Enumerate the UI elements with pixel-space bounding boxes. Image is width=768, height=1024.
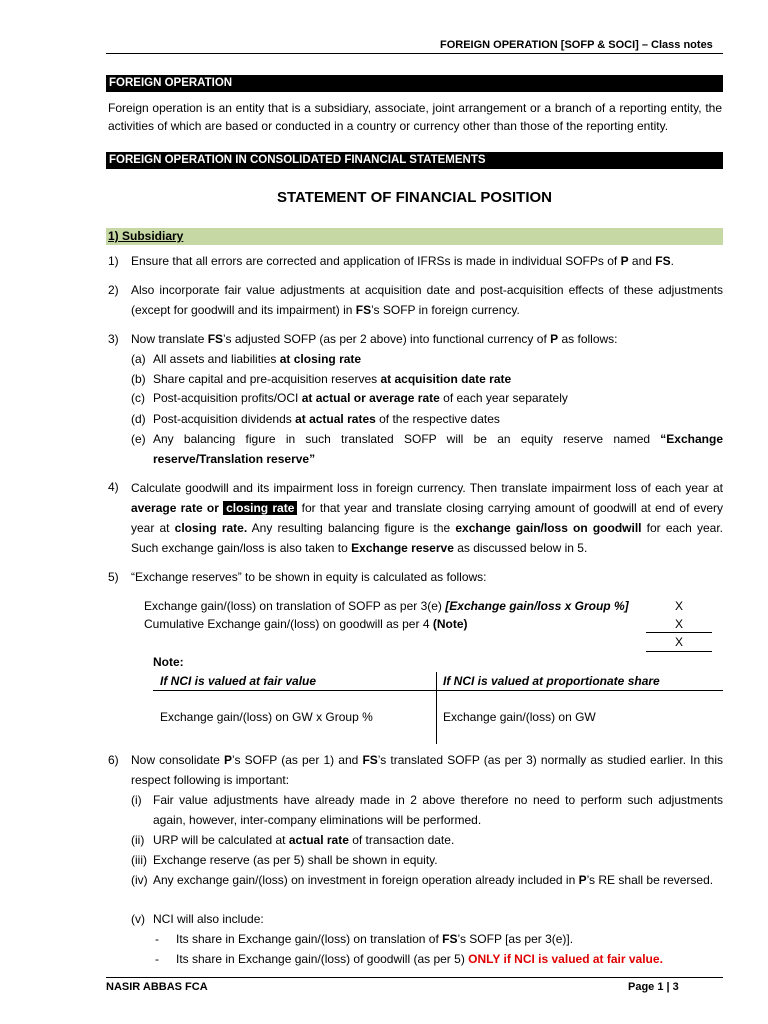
col-proportionate-cell: Exchange gain/(loss) on GW xyxy=(443,710,596,724)
sub-label: (a) xyxy=(131,352,146,366)
section-heading-consolidated: FOREIGN OPERATION IN CONSOLIDATED FINANCIAL STATEMENTS xyxy=(106,152,723,169)
sub-label: (e) xyxy=(131,432,146,446)
sub-item-v: NCI will also include: xyxy=(153,912,264,926)
sub-label: (i) xyxy=(131,793,142,807)
sub-label: (v) xyxy=(131,912,145,926)
sub-label: (ii) xyxy=(131,833,145,847)
section-heading-foreign-operation: FOREIGN OPERATION xyxy=(106,75,723,92)
exchange-row-2: Cumulative Exchange gain/(loss) on goodwill as per 4 (Note) xyxy=(144,617,468,631)
sub-item-iv: Any exchange gain/(loss) on investment in foreign operation already included in P’s RE shall be reversed. xyxy=(153,873,714,887)
total-rule xyxy=(646,651,712,652)
dash-bullet: - xyxy=(155,932,159,946)
fair-value-warning: ONLY if NCI is valued at fair value xyxy=(468,952,660,966)
sub-item-i: Fair value adjustments have already made in 2 above therefore no need to perform such adjustments again, however, inter-company eliminations will be performed. xyxy=(153,793,723,827)
col-fair-value-cell: Exchange gain/(loss) on GW x Group % xyxy=(160,710,373,724)
total-value: X xyxy=(674,635,683,649)
dash-bullet: - xyxy=(155,952,159,966)
sub-item-a: All assets and liabilities at closing rate xyxy=(153,352,362,366)
point-number: 6) xyxy=(108,753,119,767)
header-rule xyxy=(106,53,723,54)
header-title: FOREIGN OPERATION [SOFP & SOCI] – Class notes xyxy=(440,39,713,51)
sub-item-iii: Exchange reserve (as per 5) shall be shown in equity. xyxy=(153,853,438,867)
page-title: STATEMENT OF FINANCIAL POSITION xyxy=(277,189,552,206)
row-1-value: X xyxy=(674,599,683,613)
point-1-text: Ensure that all errors are corrected and application of IFRSs is made in individual SOFPs of P and FS. xyxy=(131,254,674,268)
nci-item-1: Its share in Exchange gain/(loss) on translation of FS’s SOFP [as per 3(e)]. xyxy=(176,932,574,946)
sub-item-c: Post-acquisition profits/OCI at actual or average rate of each year separately xyxy=(153,391,568,405)
row-2-value: X xyxy=(674,617,683,631)
nci-item-2: Its share in Exchange gain/(loss) of goodwill (as per 5) ONLY if NCI is valued at fair value. xyxy=(176,952,663,966)
note-table-divider xyxy=(436,672,437,744)
sub-label: (d) xyxy=(131,412,146,426)
sub-item-e: Any balancing figure in such translated SOFP will be an equity reserve named “Exchange reserve/Translation reserve” xyxy=(153,432,723,466)
note-table-rule xyxy=(153,690,723,691)
definition-paragraph: Foreign operation is an entity that is a subsidiary, associate, joint arrangement or a branch of a reporting entity, the activities of which are based or conducted in a country or currency other than those of the reporting entity. xyxy=(108,101,722,133)
footer-author: NASIR ABBAS FCA xyxy=(106,981,208,993)
point-4-text: Calculate goodwill and its impairment loss in foreign currency. Then translate impairment loss of each year at average rate or closing rate for that year and translate closing carrying amount of goodwill at end of every year at closing rate. Any resulting balancing figure is the exchange gain/loss on goodwill for each year. Such exchange gain/loss is also taken to Exchange reserve as discussed below in 5. xyxy=(131,481,724,555)
sub-item-d: Post-acquisition dividends at actual rates of the respective dates xyxy=(153,412,500,426)
col-proportionate-heading: If NCI is valued at proportionate share xyxy=(443,674,660,688)
point-2-text: Also incorporate fair value adjustments at acquisition date and post-acquisition effects of these adjustments (except for goodwill and its impairment) in FS’s SOFP in foreign currency. xyxy=(131,283,723,317)
note-label: Note: xyxy=(153,655,184,669)
exchange-row-1: Exchange gain/(loss) on translation of SOFP as per 3(e) [Exchange gain/loss x Group %] xyxy=(144,599,629,613)
point-number: 4) xyxy=(108,480,119,494)
sub-label: (c) xyxy=(131,391,145,405)
point-number: 5) xyxy=(108,570,119,584)
subsidiary-heading: 1) Subsidiary xyxy=(106,228,723,245)
sub-label: (iv) xyxy=(131,873,148,887)
point-number: 3) xyxy=(108,332,119,346)
point-number: 2) xyxy=(108,283,119,297)
highlighted-closing-rate: closing rate xyxy=(223,501,297,515)
footer-page-number: Page 1 | 3 xyxy=(628,981,679,993)
point-6-text: Now consolidate P’s SOFP (as per 1) and FS’s translated SOFP (as per 3) normally as studied earlier. In this respect following is important: xyxy=(131,753,724,787)
point-number: 1) xyxy=(108,254,119,268)
sub-item-ii: URP will be calculated at actual rate of transaction date. xyxy=(153,833,455,847)
sub-label: (iii) xyxy=(131,853,147,867)
point-3-text: Now translate FS’s adjusted SOFP (as per 2 above) into functional currency of P as follows: xyxy=(131,332,618,346)
sub-item-b: Share capital and pre-acquisition reserves at acquisition date rate xyxy=(153,372,512,386)
point-5-text: “Exchange reserves” to be shown in equity is calculated as follows: xyxy=(131,570,487,584)
footer-rule xyxy=(106,977,723,978)
sub-label: (b) xyxy=(131,372,146,386)
col-fair-value-heading: If NCI is valued at fair value xyxy=(160,674,317,688)
